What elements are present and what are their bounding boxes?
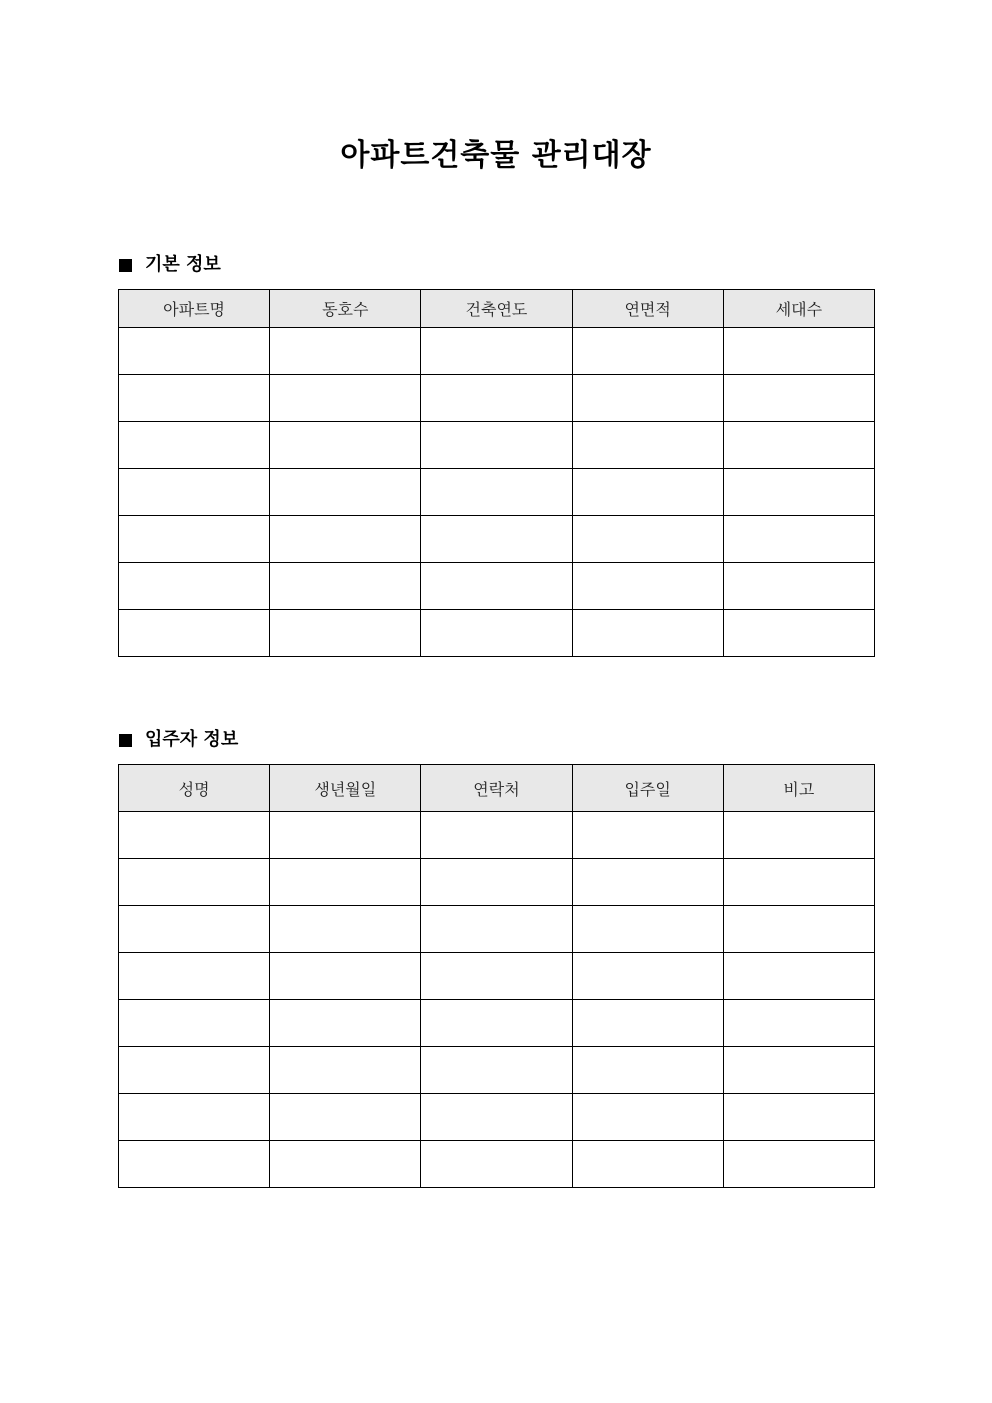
table-cell[interactable] <box>421 1047 572 1094</box>
table-row <box>119 906 875 953</box>
table-cell[interactable] <box>572 469 723 516</box>
table-cell[interactable] <box>723 1047 874 1094</box>
column-header-birth-date: 생년월일 <box>270 765 421 812</box>
table-cell[interactable] <box>723 375 874 422</box>
column-header-construction-year: 건축연도 <box>421 290 572 328</box>
table-cell[interactable] <box>119 328 270 375</box>
table-cell[interactable] <box>723 859 874 906</box>
table-cell[interactable] <box>572 812 723 859</box>
table-cell[interactable] <box>421 610 572 657</box>
column-header-household-count: 세대수 <box>723 290 874 328</box>
table-cell[interactable] <box>119 469 270 516</box>
table-cell[interactable] <box>572 859 723 906</box>
table-cell[interactable] <box>572 610 723 657</box>
column-header-remarks: 비고 <box>723 765 874 812</box>
table-cell[interactable] <box>572 953 723 1000</box>
table-cell[interactable] <box>119 1000 270 1047</box>
table-row <box>119 563 875 610</box>
table-cell[interactable] <box>421 422 572 469</box>
table-cell[interactable] <box>270 516 421 563</box>
section-heading-basic <box>119 253 221 277</box>
table-cell[interactable] <box>119 1094 270 1141</box>
table-cell[interactable] <box>572 1047 723 1094</box>
table-cell[interactable] <box>421 859 572 906</box>
table-cell[interactable] <box>119 1047 270 1094</box>
table-row <box>119 469 875 516</box>
table-cell[interactable] <box>119 953 270 1000</box>
table-cell[interactable] <box>421 328 572 375</box>
table-cell[interactable] <box>572 328 723 375</box>
table-row <box>119 1000 875 1047</box>
table-cell[interactable] <box>119 906 270 953</box>
table-cell[interactable] <box>421 1000 572 1047</box>
table-cell[interactable] <box>119 1141 270 1188</box>
table-cell[interactable] <box>270 1141 421 1188</box>
table-cell[interactable] <box>270 375 421 422</box>
table-cell[interactable] <box>421 953 572 1000</box>
table-cell[interactable] <box>119 859 270 906</box>
table-cell[interactable] <box>421 1094 572 1141</box>
table-cell[interactable] <box>723 610 874 657</box>
table-row <box>119 1141 875 1188</box>
table-cell[interactable] <box>270 953 421 1000</box>
table-cell[interactable] <box>270 859 421 906</box>
table-cell[interactable] <box>421 375 572 422</box>
table-cell[interactable] <box>723 563 874 610</box>
table-cell[interactable] <box>723 1141 874 1188</box>
table-cell[interactable] <box>270 906 421 953</box>
table-cell[interactable] <box>723 1000 874 1047</box>
table-cell[interactable] <box>270 563 421 610</box>
table-cell[interactable] <box>421 812 572 859</box>
table-cell[interactable] <box>572 1094 723 1141</box>
table-cell[interactable] <box>723 1094 874 1141</box>
table-cell[interactable] <box>270 812 421 859</box>
column-header-move-in-date: 입주일 <box>572 765 723 812</box>
table-cell[interactable] <box>119 422 270 469</box>
table-cell[interactable] <box>723 422 874 469</box>
section-heading-resident <box>119 728 238 752</box>
table-row <box>119 1047 875 1094</box>
table-cell[interactable] <box>572 422 723 469</box>
table-header-row <box>119 290 875 328</box>
basic-info-table <box>118 289 875 657</box>
section-heading-label: 입주자 정보 <box>145 729 239 750</box>
table-cell[interactable] <box>270 422 421 469</box>
table-cell[interactable] <box>270 1000 421 1047</box>
page-title: 아파트건축물 관리대장 <box>340 138 652 173</box>
table-cell[interactable] <box>119 375 270 422</box>
table-cell[interactable] <box>119 812 270 859</box>
section-heading-label: 기본 정보 <box>145 254 221 275</box>
table-cell[interactable] <box>723 328 874 375</box>
table-cell[interactable] <box>119 563 270 610</box>
table-cell[interactable] <box>270 1094 421 1141</box>
column-header-building-unit: 동호수 <box>270 290 421 328</box>
table-row <box>119 953 875 1000</box>
table-cell[interactable] <box>421 516 572 563</box>
table-cell[interactable] <box>723 516 874 563</box>
table-cell[interactable] <box>723 469 874 516</box>
table-row <box>119 1094 875 1141</box>
table-row <box>119 516 875 563</box>
table-cell[interactable] <box>723 812 874 859</box>
resident-info-table <box>118 764 875 1188</box>
table-cell[interactable] <box>270 328 421 375</box>
table-row <box>119 375 875 422</box>
column-header-apartment-name: 아파트명 <box>119 290 270 328</box>
column-header-floor-area: 연면적 <box>572 290 723 328</box>
table-cell[interactable] <box>421 469 572 516</box>
table-cell[interactable] <box>572 1000 723 1047</box>
table-cell[interactable] <box>270 469 421 516</box>
table-cell[interactable] <box>270 610 421 657</box>
table-cell[interactable] <box>572 375 723 422</box>
table-cell[interactable] <box>421 563 572 610</box>
table-cell[interactable] <box>270 1047 421 1094</box>
table-cell[interactable] <box>119 610 270 657</box>
table-cell[interactable] <box>421 1141 572 1188</box>
table-row <box>119 328 875 375</box>
table-cell[interactable] <box>572 516 723 563</box>
table-row <box>119 859 875 906</box>
table-row <box>119 812 875 859</box>
table-cell[interactable] <box>723 953 874 1000</box>
column-header-name: 성명 <box>119 765 270 812</box>
square-bullet-icon <box>119 259 132 272</box>
table-row <box>119 422 875 469</box>
table-cell[interactable] <box>119 516 270 563</box>
table-header-row <box>119 765 875 812</box>
table-row <box>119 610 875 657</box>
table-cell[interactable] <box>723 906 874 953</box>
table-cell[interactable] <box>572 563 723 610</box>
table-cell[interactable] <box>572 906 723 953</box>
column-header-contact: 연락처 <box>421 765 572 812</box>
table-cell[interactable] <box>572 1141 723 1188</box>
table-cell[interactable] <box>421 906 572 953</box>
square-bullet-icon <box>119 734 132 747</box>
